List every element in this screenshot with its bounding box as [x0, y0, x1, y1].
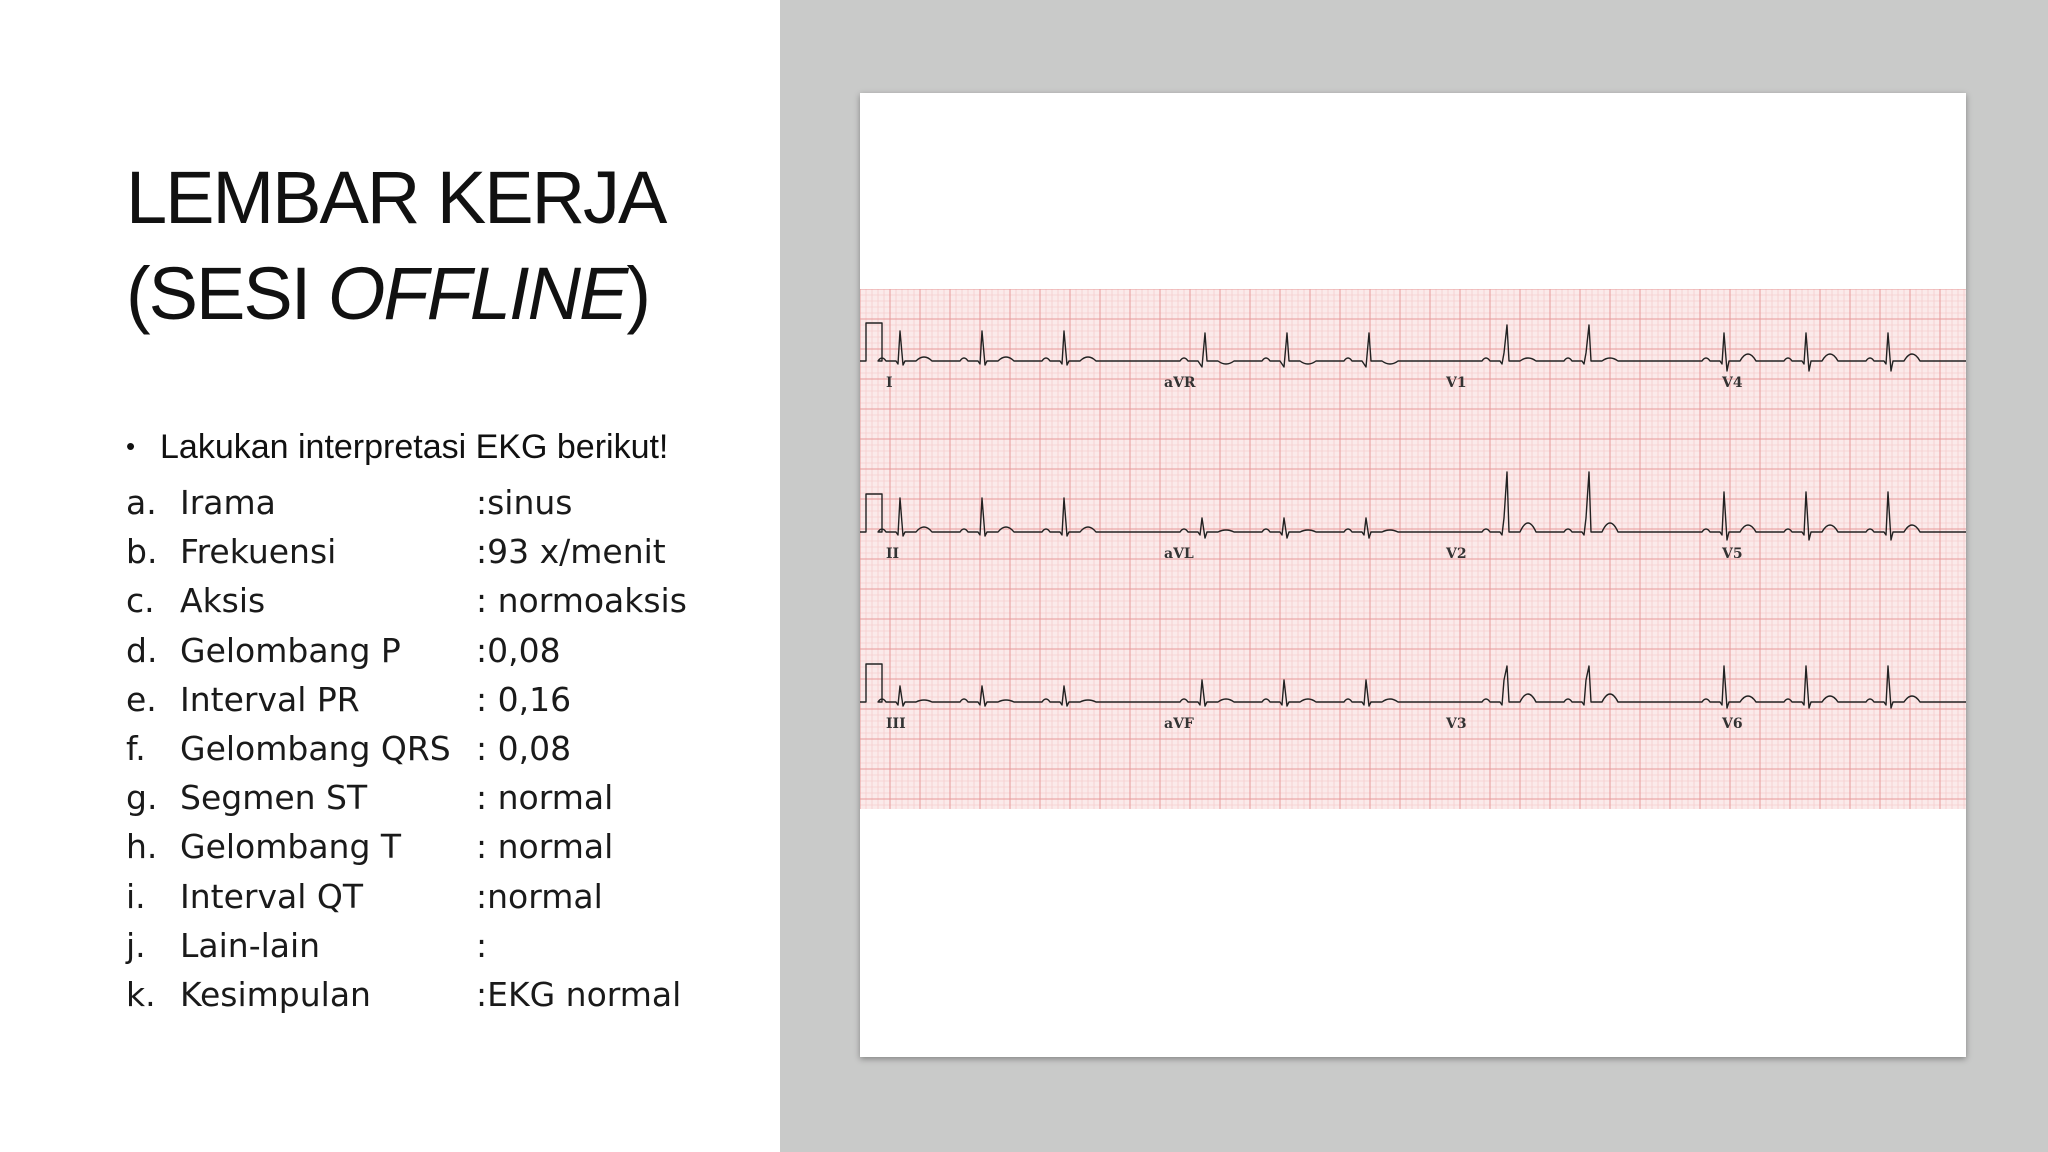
ekg-strip-image	[860, 289, 1966, 809]
list-item-label: Irama	[180, 483, 276, 522]
ekg-lead-label: V5	[1722, 546, 1743, 562]
list-item-value: :EKG normal	[476, 974, 682, 1014]
list-item-marker: c.	[126, 581, 155, 621]
list-item-marker: h.	[126, 827, 158, 867]
list-item-label: Segmen ST	[180, 778, 368, 818]
list-item-marker: f.	[126, 728, 146, 768]
list-item-marker: a.	[126, 483, 157, 522]
ekg-lead-label: aVR	[1164, 375, 1196, 391]
ekg-lead-label: aVL	[1164, 546, 1194, 562]
ekg-lead-label: II	[886, 546, 900, 562]
list-item-label: Gelombang T	[180, 827, 402, 867]
ekg-lead-label: III	[886, 716, 906, 732]
text-panel	[0, 0, 780, 1152]
list-item-marker: k.	[126, 974, 156, 1014]
title-line-2-suffix: )	[626, 252, 649, 335]
list-item-marker: d.	[126, 630, 158, 670]
list-item-label: Kesimpulan	[180, 974, 371, 1014]
ekg-lead-label: V1	[1446, 375, 1467, 391]
title-line-1: LEMBAR KERJA	[126, 156, 666, 239]
ekg-lead-label: V3	[1446, 716, 1467, 732]
list-item-value: : normoaksis	[476, 581, 687, 621]
list-item-value: :normal	[476, 876, 603, 916]
ekg-image-frame	[860, 93, 1966, 1057]
title-line-2-italic: OFFLINE	[327, 252, 627, 335]
list-item-label: Gelombang P	[180, 630, 401, 670]
list-item-marker: b.	[126, 532, 158, 572]
list-item-label: Gelombang QRS	[180, 728, 451, 768]
list-item-value: :93 x/menit	[476, 532, 666, 572]
list-item-value: : 0,16	[476, 679, 572, 719]
ekg-lead-label: I	[886, 375, 893, 391]
bullet-dot-icon: •	[126, 431, 136, 461]
list-item-label: Interval QT	[180, 876, 363, 916]
list-item-value: :0,08	[476, 630, 561, 670]
list-item-label: Lain-lain	[180, 925, 321, 965]
slide-title	[126, 150, 665, 342]
list-item-value: : normal	[476, 827, 614, 867]
ekg-lead-label: aVF	[1164, 716, 1194, 732]
instruction-bullet	[126, 428, 668, 467]
list-item-value: : 0,08	[476, 728, 572, 768]
list-item-label: Frekuensi	[180, 532, 337, 572]
title-line-2-prefix: (SESI	[126, 252, 328, 335]
ekg-lead-label: V6	[1722, 716, 1743, 732]
list-item-value: : normal	[476, 778, 614, 818]
ekg-lead-label: V2	[1446, 546, 1467, 562]
ekg-lead-label: V4	[1722, 375, 1743, 391]
list-item-marker: g.	[126, 778, 158, 818]
list-item-marker: e.	[126, 679, 157, 719]
instruction-text: Lakukan interpretasi EKG berikut!	[160, 428, 669, 466]
list-item-value: :	[476, 925, 488, 965]
list-item-marker: i.	[126, 876, 146, 916]
list-item-value: :sinus	[476, 483, 573, 522]
list-item-label: Interval PR	[180, 679, 360, 719]
list-item-marker: j.	[126, 925, 146, 965]
list-item-label: Aksis	[180, 581, 266, 621]
